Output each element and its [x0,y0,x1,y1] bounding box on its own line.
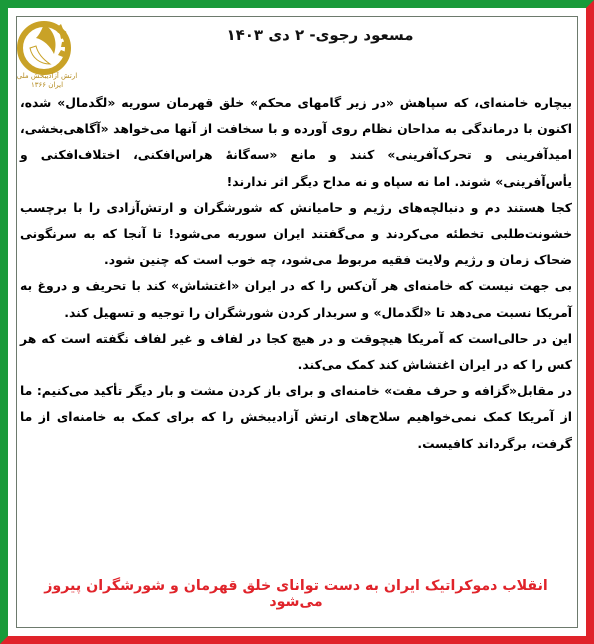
paragraph: در مقابل«گزافه و حرف مفت» خامنه‌ای و برای باز کردن مشت و بار دیگر تأکید می‌کنیم: ما از آمریکا کمک نمی‌خواهیم سلاح‌های ارتش آزادیبخش را که برای کمک به خامنه‌ای از ما گرفت، برگرداند کافیست. [20,383,572,451]
page-title: مسعود رجوی- ۲ دی ۱۴۰۳ [226,26,414,44]
paragraph: این در حالی‌است که آمریکا هیچوقت و در هیچ کجا در لفاف و غیر لفاف نگفته است که هر کس را که در ایران اغتشاش کند کمک می‌کند. [20,330,572,373]
paragraph: کجا هستند دم و دنبالچه‌های رژیم و حامیانش که شورشگران و ارتش‌آزادی را با برچسب خشونت‌طلبی تخطئه می‌کردند و می‌گفتند ایران سوریه می‌شود! تا آنجا که به سرنگونی ضحاک زمان و رژیم ولایت فقیه مربوط می‌شود، چه خوب است که چنین شود. [20,199,572,268]
statement-body [20,90,572,457]
logo-caption: ارتش آزادیبخش ملی ایران ۱۳۶۶ [16,72,78,89]
paragraph: بی جهت نیست که خامنه‌ای هر آن‌کس را که در ایران «اغتشاش» کند با تحریف و دروغ به آمریکا نسبت می‌دهد تا «لگدمال» و سربدار کردن شورشگران را توجیه و تسهیل کند. [20,278,572,320]
paragraph: بیچاره خامنه‌ای، که سپاهش «در زیر گامهای محکم» خلق قهرمان سوریه «لگدمال» شده، اکنون با درماندگی به مداحان نظام روی آورده و با سخافت از آنها می‌خواهد «آگاهی‌بخشی، امیدآفرینی و تحرک‌آفرینی» کنند و مانع «سه‌گانهٔ هراس‌افکنی، اختلاف‌افکنی و یأس‌آفرینی» شوند. اما نه سپاه و نه مداح دیگر اثر ندارند! [20,95,572,189]
closing-slogan: انقلاب دموکراتیک ایران به دست توانای خلق قهرمان و شورشگران پیروز می‌شود [44,578,548,610]
